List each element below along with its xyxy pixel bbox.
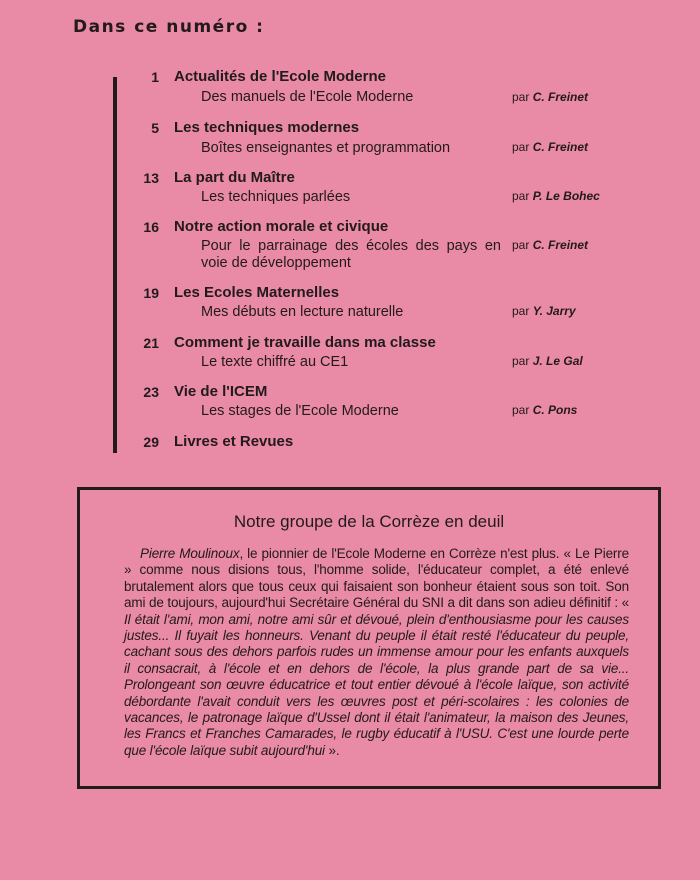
- toc-page-number: 21: [143, 335, 159, 351]
- toc-article-title: Les techniques parlées: [201, 189, 351, 205]
- toc-page-number: 23: [143, 384, 159, 400]
- toc-author: par C. Freinet: [512, 90, 589, 104]
- toc-article-title: Des manuels de l'Ecole Moderne: [201, 89, 414, 105]
- toc-article-title: Les stages de l'Ecole Moderne: [201, 403, 399, 419]
- toc-page-number: 1: [151, 69, 159, 85]
- toc-article-title: Pour le parrainage des écoles des pays en voie de développement: [201, 238, 501, 271]
- obituary-quote: Il était l'ami, mon ami, notre ami sûr et dévoué, plein d'enthousiasme pour les causes justes... Il fuyait les honneurs. Venant du peuple il était resté l'éducateur du peuple, cachant sous des dehors parfois rudes un immense amour pour les enfants auxquels il consacrait, à l'école et en dehors de l'école, la plus grande part de sa vie... Prolongeant son œuvre éducatrice et tout entier dévoué à l'école laïque, son activité débordante l'avait conduit vers les œuvres post et péri-scolaires : les colonies de vacances, le patronage laïque d'Ussel dont il était l'animateur, la maison des Jeunes, les Francs et Franches Camarades, le rugby éducatif à l'USU. C'est une lourde perte que l'école laïque subit aujourd'hui: [124, 611, 629, 758]
- toc-page-number: 13: [143, 170, 159, 186]
- toc-author: par C. Freinet: [512, 238, 589, 252]
- obituary-text: Pierre Moulinoux, le pionnier de l'Ecole Moderne en Corrèze n'est plus. « Le Pierre » comme nous disions tous, l'homme solide, l'éducateur complet, a été enlevé brutalement alors que tous ceux qui faisaient son bonheur étaient sous son toit. Son ami de toujours, aujourd'hui Secrétaire Général du SNI a dit dans son adieu définitif : « Il était l'ami, mon ami, notre ami sûr et dévoué, plein d'enthousiasme pour les causes justes... Il fuyait les honneurs. Venant du peuple il était resté l'éducateur du peuple, cachant sous des dehors parfois rudes un immense amour pour les enfants auxquels il consacrait, à l'école et en dehors de l'école, la plus grande part de sa vie... Prolongeant son œuvre éducatrice et tout entier dévoué à l'école laïque, son activité débordante l'avait conduit vers les œuvres post et péri-scolaires : les colonies de vacances, le patronage laïque d'Ussel dont il était l'animateur, la maison des Jeunes, les Francs et Franches Camarades, le rugby éducatif à l'USU. C'est une lourde perte que l'école laïque subit aujourd'hui ».: [124, 546, 629, 758]
- toc-section-title: Notre action morale et civique: [174, 218, 389, 235]
- toc-author: par P. Le Bohec: [512, 189, 600, 203]
- toc-author: par J. Le Gal: [512, 354, 583, 368]
- toc-article-title: Le texte chiffré au CE1: [201, 354, 349, 370]
- toc-author: par Y. Jarry: [512, 304, 576, 318]
- toc-section-title: La part du Maître: [174, 169, 295, 186]
- toc-author: par C. Freinet: [512, 140, 589, 154]
- obituary-box: [77, 487, 661, 789]
- toc-section-title: Vie de l'ICEM: [174, 383, 268, 400]
- toc-section-title: Livres et Revues: [174, 433, 294, 450]
- obituary-title: Notre groupe de la Corrèze en deuil: [233, 512, 505, 531]
- toc-page-number: 5: [151, 120, 159, 136]
- page-heading: Dans ce numéro :: [73, 17, 265, 37]
- toc-page-number: 19: [143, 285, 159, 301]
- toc-article-title: Boîtes enseignantes et programmation: [201, 140, 451, 156]
- toc-page-number: 16: [143, 219, 159, 235]
- toc-article-title: Mes débuts en lecture naturelle: [201, 304, 404, 320]
- toc-page-number: 29: [143, 434, 159, 450]
- toc-author: par C. Pons: [512, 403, 578, 417]
- toc-section-title: Actualités de l'Ecole Moderne: [174, 68, 386, 85]
- toc-section-title: Comment je travaille dans ma classe: [174, 334, 436, 351]
- toc-section-title: Les techniques modernes: [174, 119, 360, 136]
- obituary-person-name: Pierre Moulinoux: [140, 546, 240, 561]
- toc-section-title: Les Ecoles Maternelles: [174, 284, 340, 301]
- table-of-contents: [113, 68, 637, 453]
